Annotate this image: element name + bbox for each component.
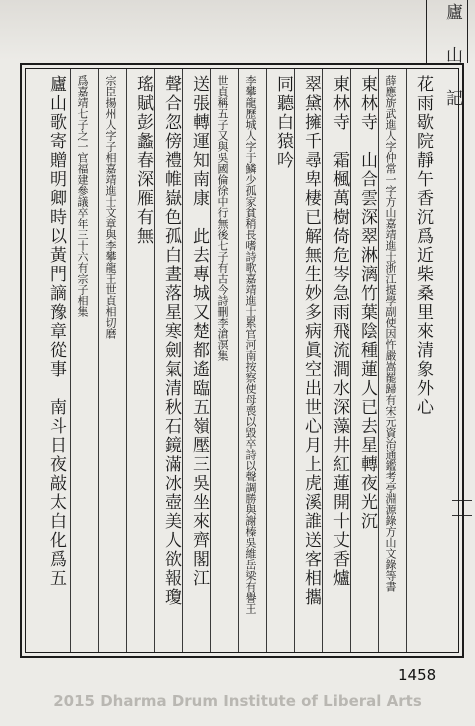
column-rule — [350, 69, 351, 652]
text-frame-inner — [25, 68, 459, 653]
text-column: 李攀龍歷城人字于鱗少孤家貧稍長嗜詩歌嘉靖進士累官河南按察使母喪以毀卒詩以聲調勝與謝榛吳維岳梁有譽王 — [244, 75, 257, 614]
column-rule — [126, 69, 127, 652]
text-column: 廬山歌寄贈明卿時以黃門謫豫章從事 南斗日夜敲太白化爲五 — [46, 75, 66, 588]
text-frame — [20, 63, 464, 658]
text-column: 世貞稱五子又與吳國倫徐中行無後七子有古今詩刪李滄溟集 — [216, 75, 229, 361]
column-rule — [98, 69, 99, 652]
text-column: 爲嘉靖七子之一官福建參議卒年三十六有宗子相集 — [76, 75, 89, 317]
column-rule — [154, 69, 155, 652]
text-column: 花雨歇院靜午香沉爲近柴桑里來清象外心 — [413, 75, 433, 417]
column-rule — [378, 69, 379, 652]
column-rule — [322, 69, 323, 652]
column-rule — [182, 69, 183, 652]
text-column: 聲合忽傍禮帷嶽色孤白晝落星寒劍氣清秋石鏡滿冰壺美人欲報瓊 — [161, 75, 181, 607]
text-column: 東林寺 霜楓萬樹倚危岑急雨飛流澗水深藻井紅蓮開十丈香爐 — [329, 75, 349, 588]
column-rule — [266, 69, 267, 652]
text-column: 薛應旂武進人字仲常一字方山嘉靖進士浙江提學副使因忤嚴嵩罷歸有宋元資治通鑑考亭淵源錄方山文錄等書 — [384, 75, 397, 592]
text-column: 東林寺 山合雲深翠淋漓竹葉陰種蓮人已去星轉夜光沉 — [357, 75, 377, 531]
watermark: 2015 Dharma Drum Institute of Liberal Arts — [53, 692, 422, 710]
column-rule — [210, 69, 211, 652]
margin-header: 廬山記 — [442, 3, 462, 132]
scan-shadow — [0, 0, 475, 60]
text-column: 送張轉運知南康 此去專城又楚都遙臨五嶺壓三吳坐來齊閣江 — [189, 75, 209, 588]
column-rule — [70, 69, 71, 652]
text-column: 翠黛擁千尋卑棲已解無生妙多病眞空出世心月上虎溪誰送客相攜 — [301, 75, 321, 607]
text-column: 宗臣揚州人字子相嘉靖進士文章與李攀龍王世貞相切磨 — [104, 75, 117, 339]
margin-rule-left — [426, 0, 427, 63]
page-number: 1458 — [398, 666, 437, 684]
column-rule — [406, 69, 407, 652]
text-column: 同聽白猿吟 — [273, 75, 293, 170]
text-column: 瑤賦彭蠡春深雁有無 — [133, 75, 153, 246]
column-rule — [294, 69, 295, 652]
column-rule — [238, 69, 239, 652]
margin-rule-right — [467, 0, 468, 63]
